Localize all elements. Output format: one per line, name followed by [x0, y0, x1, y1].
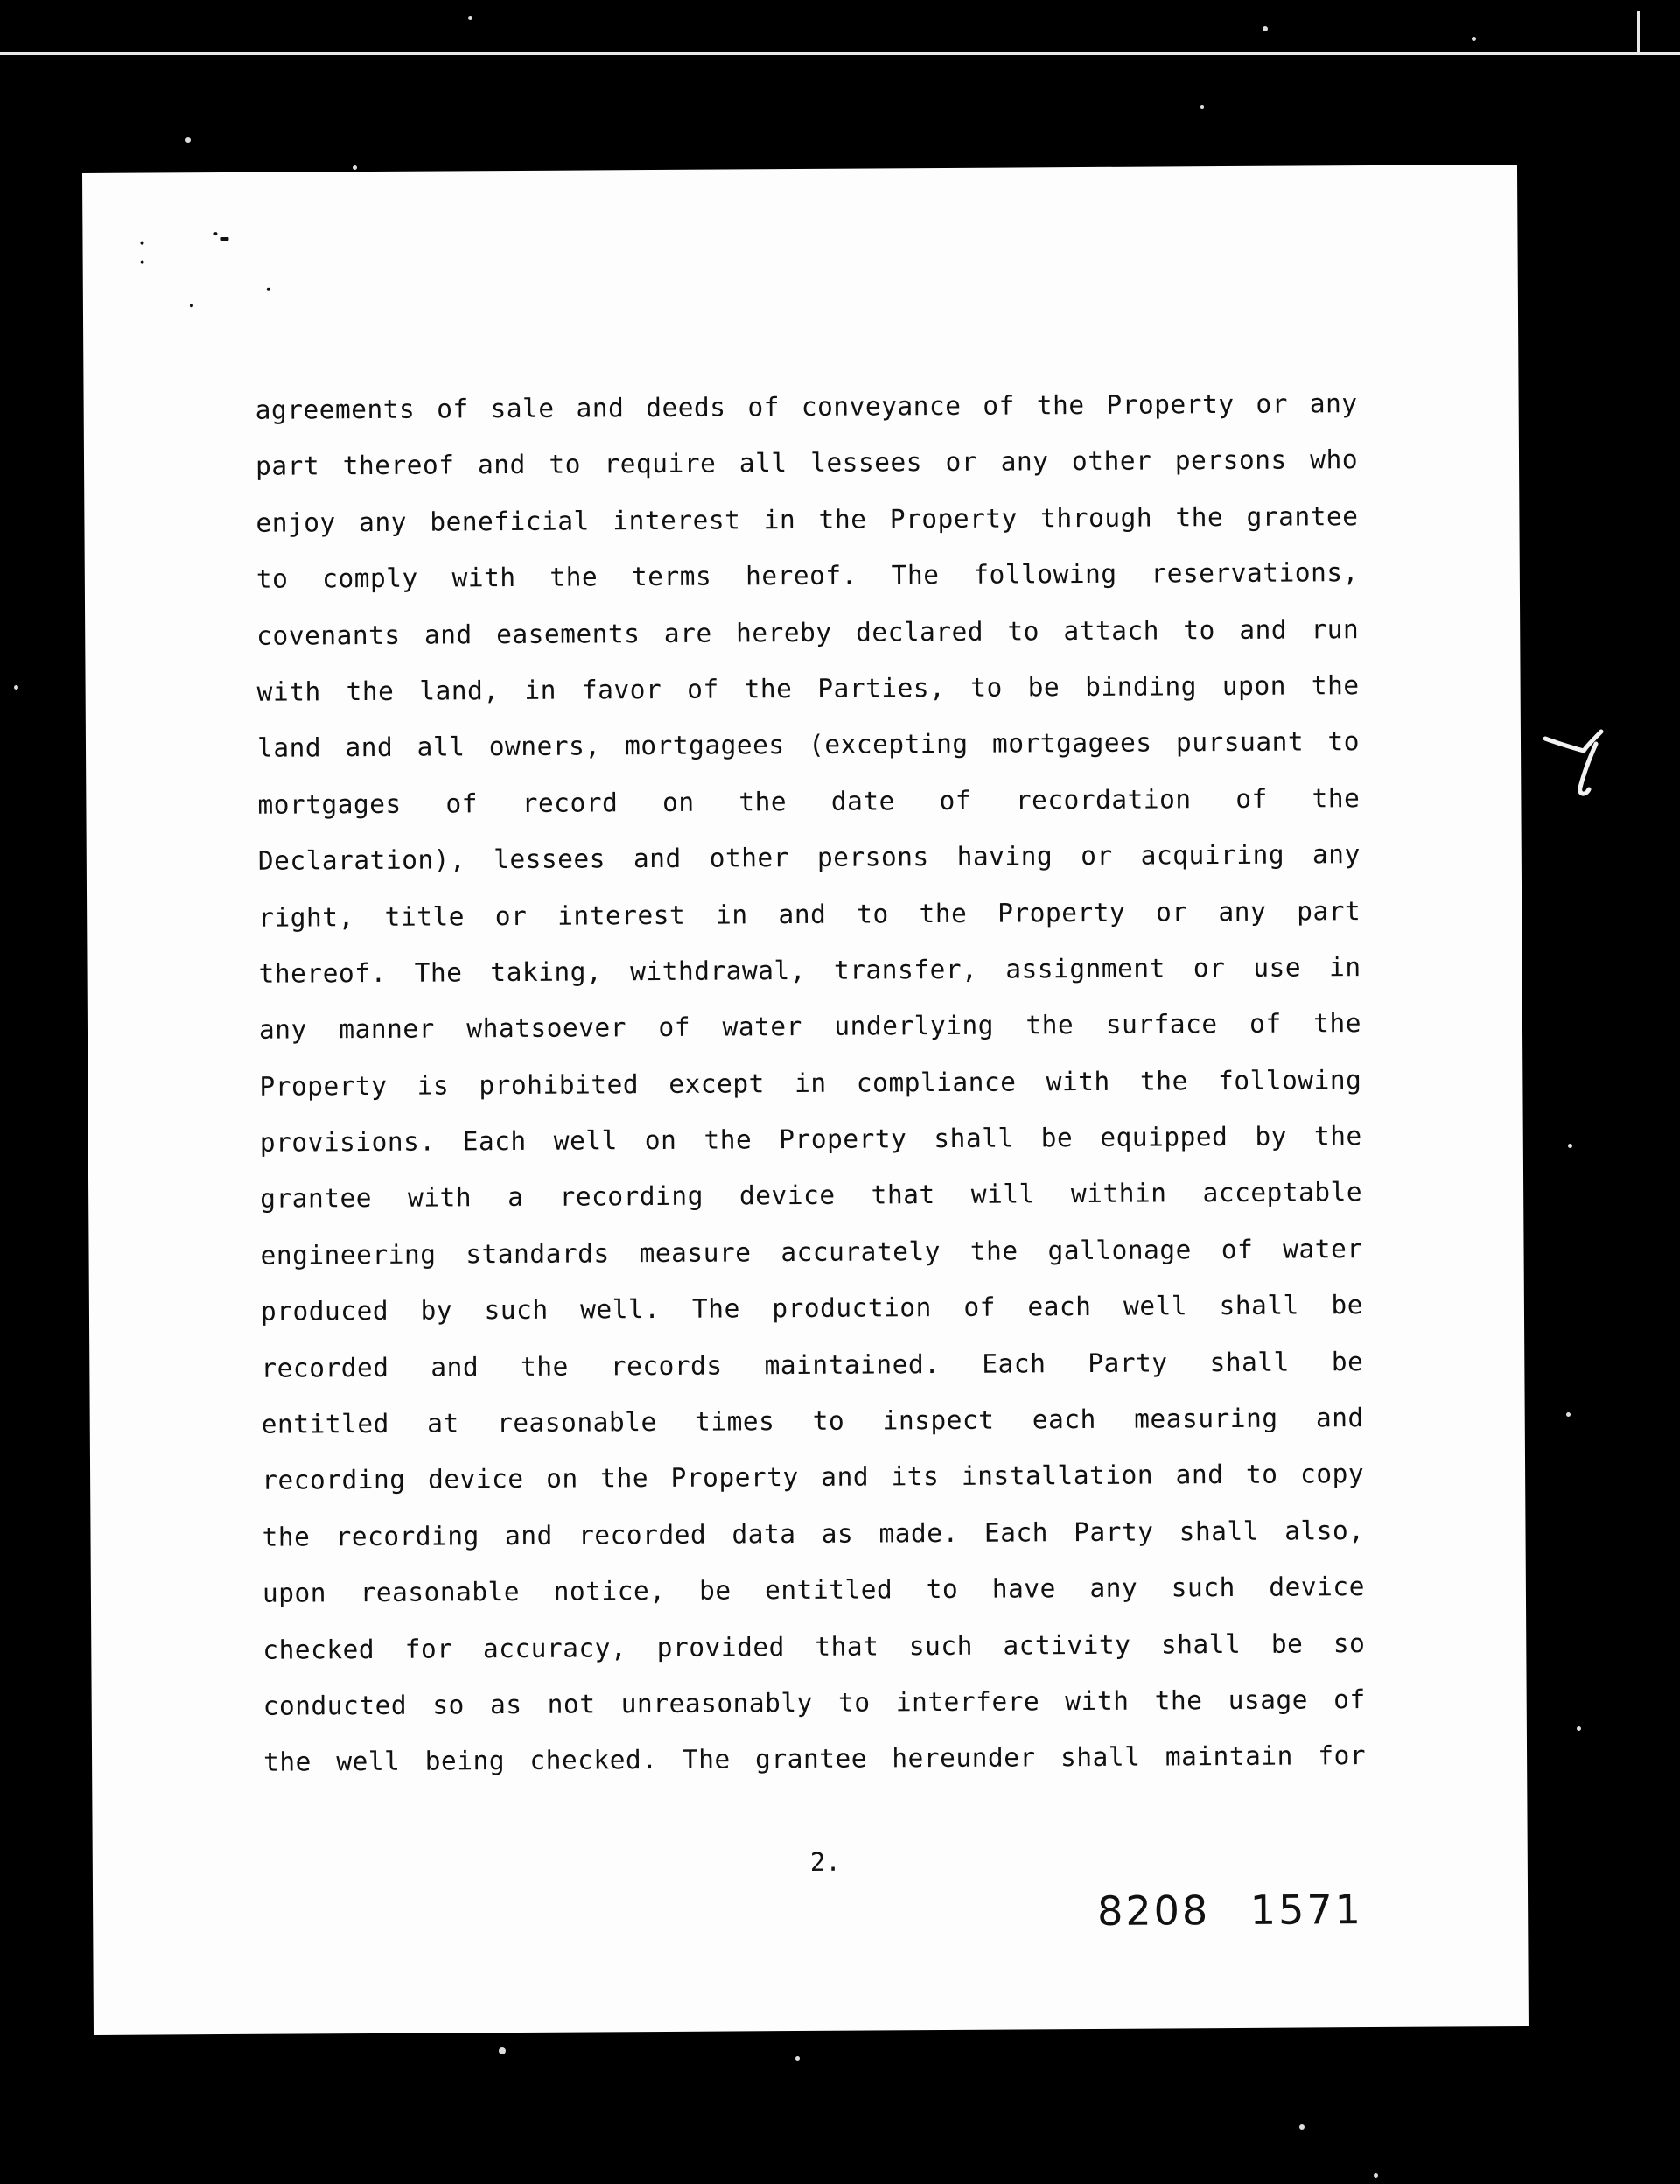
scan-speck: [499, 2048, 506, 2054]
text-line: upon reasonable notice, be entitled to have any such device: [262, 1572, 1365, 1608]
scan-speck: [1472, 37, 1476, 41]
text-line: grantee with a recording device that will within acceptable: [260, 1177, 1363, 1214]
page-speck: [141, 261, 144, 264]
scan-speck: [468, 16, 472, 20]
handwritten-margin-mark: [1542, 724, 1612, 803]
text-line: covenants and easements are hereby declared to attach to and run: [256, 613, 1360, 651]
document-code: 8208 1571: [1096, 1886, 1364, 1935]
scan-speck: [1200, 105, 1204, 108]
text-line: mortgages of record on the date of recordation of the: [257, 782, 1361, 820]
page-speck: [140, 242, 144, 245]
text-line: any manner whatsoever of water underlying the surface of the: [258, 1008, 1362, 1046]
text-line: with the land, in favor of the Parties, to be binding upon the: [256, 670, 1360, 707]
document-page: [82, 164, 1529, 2035]
scan-speck: [1263, 26, 1268, 32]
page-speck: [267, 288, 270, 291]
text-line: thereof. The taking, withdrawal, transfer, assignment or use in: [258, 951, 1362, 989]
text-line: part thereof and to require all lessees or any other persons who: [255, 444, 1359, 482]
text-line: provisions. Each well on the Property shall be equipped by the: [259, 1121, 1362, 1158]
text-line: recording device on the Property and its installation and to copy: [262, 1459, 1365, 1496]
text-line: recorded and the records maintained. Each Party shall be: [261, 1346, 1364, 1383]
page-number: 2.: [809, 1846, 841, 1877]
text-line: produced by such well. The production of each well shall be: [260, 1290, 1364, 1327]
scan-speck: [1566, 1412, 1571, 1417]
scan-speck: [1374, 2174, 1378, 2178]
body-text: [255, 375, 1366, 1790]
text-line: land and all owners, mortgagees (excepting mortgagees pursuant to: [256, 726, 1361, 764]
text-line: entitled at reasonable times to inspect each measuring and: [261, 1403, 1364, 1439]
text-line: checked for accuracy, provided that such activity shall be so: [262, 1628, 1366, 1665]
scan-speck: [186, 137, 191, 143]
scan-speck: [1568, 1144, 1572, 1148]
text-line: enjoy any beneficial interest in the Property through the grantee: [256, 500, 1359, 538]
text-line: the well being checked. The grantee hereunder shall maintain for: [262, 1740, 1367, 1778]
text-line: conducted so as not unreasonably to interfere with the usage of: [262, 1684, 1366, 1721]
page-speck: [220, 237, 228, 241]
text-line: Declaration), lessees and other persons having or acquiring any: [257, 839, 1361, 876]
scan-speck: [795, 2056, 800, 2061]
text-line: the recording and recorded data as made. Each Party shall also,: [262, 1515, 1365, 1552]
text-line: to comply with the terms hereof. The following reservations,: [256, 557, 1359, 594]
scan-edge-line: [0, 52, 1680, 55]
text-line: engineering standards measure accurately the gallonage of water: [260, 1233, 1363, 1270]
scan-edge-tick: [1637, 10, 1640, 54]
page-speck: [214, 232, 217, 235]
scan-speck: [14, 685, 18, 690]
text-line: Property is prohibited except in compliance with the following: [259, 1064, 1362, 1102]
scan-speck: [353, 165, 357, 170]
text-line: right, title or interest in and to the Property or any part: [258, 895, 1362, 933]
scan-speck: [1299, 2124, 1305, 2130]
page-speck: [190, 304, 193, 307]
scan-speck: [1577, 1726, 1581, 1731]
text-line: agreements of sale and deeds of conveyance of the Property or any: [255, 388, 1358, 425]
